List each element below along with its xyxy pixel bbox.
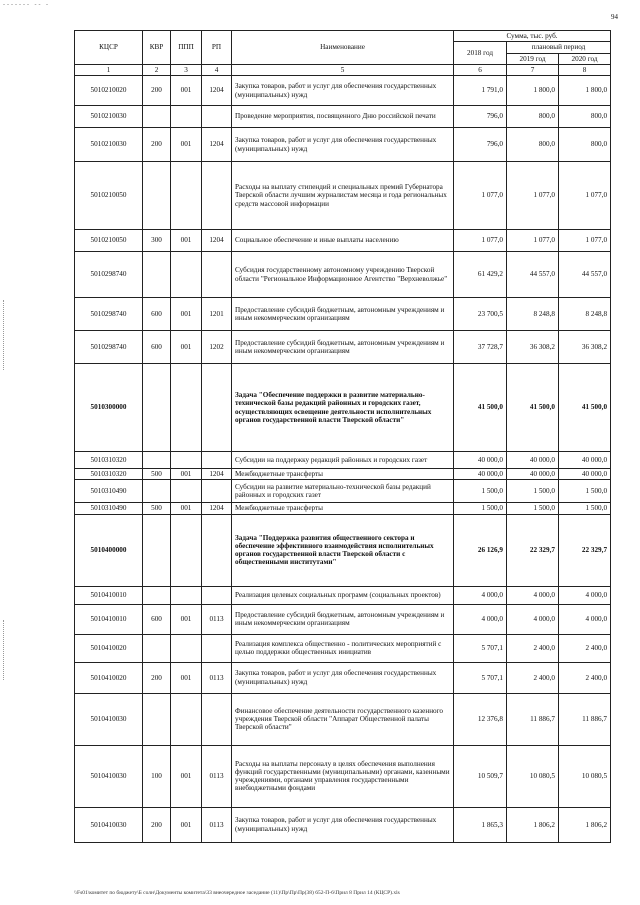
amount-2019-cell: 800,0 [507, 106, 559, 128]
table-row [75, 76, 611, 106]
kvr-cell [143, 480, 171, 503]
table-row [75, 252, 611, 298]
kvr-cell [143, 364, 171, 452]
amount-2018-cell: 1 791,0 [454, 76, 507, 106]
amount-2019-cell: 1 800,0 [507, 76, 559, 106]
amount-2019-cell: 36 308,2 [507, 331, 559, 364]
name-cell: Закупка товаров, работ и услуг для обеспечения государственных (муниципальных) нужд [232, 128, 454, 162]
rp-cell [202, 634, 232, 662]
name-cell: Закупка товаров, работ и услуг для обеспечения государственных (муниципальных) нужд [232, 76, 454, 106]
kvr-cell: 200 [143, 128, 171, 162]
header-ppp: ППП [171, 31, 202, 65]
amount-2019-cell: 4 000,0 [507, 604, 559, 634]
kcsr-cell: 5010410020 [75, 662, 143, 693]
ppp-cell [171, 480, 202, 503]
table-row [75, 503, 611, 514]
rp-cell [202, 586, 232, 604]
table-row [75, 106, 611, 128]
amount-2018-cell: 1 500,0 [454, 503, 507, 514]
rp-cell: 1204 [202, 76, 232, 106]
ppp-cell: 001 [171, 469, 202, 480]
rp-cell: 0113 [202, 807, 232, 842]
name-cell: Финансовое обеспечение деятельности государственного казенного учреждения Тверской области "Аппарат Общественной палаты Тверской области" [232, 693, 454, 745]
table-row [75, 480, 611, 503]
column-number: 4 [202, 64, 232, 75]
kvr-cell [143, 106, 171, 128]
kvr-cell [143, 452, 171, 469]
name-cell: Субсидии на развитие материально-технической базы редакций районных и городских газет [232, 480, 454, 503]
kvr-cell: 500 [143, 503, 171, 514]
rp-cell [202, 480, 232, 503]
kcsr-cell: 5010210030 [75, 128, 143, 162]
kvr-cell: 600 [143, 298, 171, 331]
amount-2019-cell: 22 329,7 [507, 514, 559, 586]
ppp-cell [171, 586, 202, 604]
table-row [75, 745, 611, 807]
table-row [75, 807, 611, 842]
rp-cell [202, 452, 232, 469]
name-cell: Закупка товаров, работ и услуг для обеспечения государственных (муниципальных) нужд [232, 662, 454, 693]
header-name: Наименование [232, 31, 454, 65]
rp-cell [202, 162, 232, 230]
ppp-cell: 001 [171, 604, 202, 634]
amount-2020-cell: 1 500,0 [559, 480, 611, 503]
amount-2019-cell: 1 077,0 [507, 230, 559, 252]
table-row [75, 452, 611, 469]
kcsr-cell: 5010210050 [75, 230, 143, 252]
name-cell: Закупка товаров, работ и услуг для обеспечения государственных (муниципальных) нужд [232, 807, 454, 842]
ppp-cell [171, 106, 202, 128]
header-kvr: КВР [143, 31, 171, 65]
table-row [75, 298, 611, 331]
kcsr-cell: 5010300000 [75, 364, 143, 452]
amount-2020-cell: 4 000,0 [559, 604, 611, 634]
kcsr-cell: 5010298740 [75, 298, 143, 331]
amount-2019-cell: 800,0 [507, 128, 559, 162]
kvr-cell [143, 634, 171, 662]
kcsr-cell: 5010410010 [75, 586, 143, 604]
ppp-cell [171, 452, 202, 469]
amount-2020-cell: 1 077,0 [559, 162, 611, 230]
table-row [75, 586, 611, 604]
header-year-2020: 2020 год [559, 53, 611, 64]
name-cell: Задача "Поддержка развития общественного сектора и обеспечение эффективного взаимодействия исполнительных органов государственной власти Тверской области с общественными институтами" [232, 514, 454, 586]
kvr-cell: 600 [143, 331, 171, 364]
name-cell: Предоставление субсидий бюджетным, автономным учреждениям и иным некоммерческим организациям [232, 604, 454, 634]
amount-2019-cell: 1 077,0 [507, 162, 559, 230]
amount-2020-cell: 1 800,0 [559, 76, 611, 106]
kcsr-cell: 5010410030 [75, 693, 143, 745]
column-number: 3 [171, 64, 202, 75]
kcsr-cell: 5010210050 [75, 162, 143, 230]
rp-cell: 1204 [202, 503, 232, 514]
amount-2020-cell: 800,0 [559, 106, 611, 128]
amount-2018-cell: 23 700,5 [454, 298, 507, 331]
column-number: 1 [75, 64, 143, 75]
amount-2018-cell: 40 000,0 [454, 469, 507, 480]
amount-2020-cell: 36 308,2 [559, 331, 611, 364]
amount-2018-cell: 1 077,0 [454, 230, 507, 252]
amount-2018-cell: 1 077,0 [454, 162, 507, 230]
name-cell: Реализация целевых социальных программ (социальных проектов) [232, 586, 454, 604]
rp-cell: 1204 [202, 230, 232, 252]
kcsr-cell: 5010310490 [75, 503, 143, 514]
amount-2020-cell: 40 000,0 [559, 469, 611, 480]
header-year-2019: 2019 год [507, 53, 559, 64]
name-cell: Межбюджетные трансферты [232, 503, 454, 514]
kvr-cell: 600 [143, 604, 171, 634]
scan-mark: ------- -- - [3, 2, 50, 8]
amount-2020-cell: 4 000,0 [559, 586, 611, 604]
ppp-cell [171, 252, 202, 298]
header-sum: Сумма, тыс. руб. [454, 31, 611, 42]
kvr-cell [143, 693, 171, 745]
rp-cell [202, 514, 232, 586]
amount-2019-cell: 8 248,8 [507, 298, 559, 331]
kcsr-cell: 5010298740 [75, 331, 143, 364]
kcsr-cell: 5010310490 [75, 480, 143, 503]
header-kcsr: КЦСР [75, 31, 143, 65]
header-planned-period: плановый период [507, 42, 611, 53]
column-number: 2 [143, 64, 171, 75]
kcsr-cell: 5010210020 [75, 76, 143, 106]
name-cell: Задача "Обеспечение поддержки в развитие материально-технической базы редакций районных и городских газет, осуществляющих освещение деятельности исполнительных органов государственной власти Тверской области" [232, 364, 454, 452]
table-row [75, 634, 611, 662]
header-rp: РП [202, 31, 232, 65]
name-cell: Социальное обеспечение и иные выплаты населению [232, 230, 454, 252]
name-cell: Предоставление субсидий бюджетным, автономным учреждениям и иным некоммерческим организациям [232, 331, 454, 364]
rp-cell: 0113 [202, 604, 232, 634]
rp-cell: 0113 [202, 662, 232, 693]
table-row [75, 514, 611, 586]
amount-2019-cell: 10 080,5 [507, 745, 559, 807]
kvr-cell [143, 586, 171, 604]
scan-margin-mark [3, 300, 5, 370]
amount-2018-cell: 41 500,0 [454, 364, 507, 452]
rp-cell: 1202 [202, 331, 232, 364]
amount-2019-cell: 1 806,2 [507, 807, 559, 842]
page-number: 94 [611, 13, 618, 21]
ppp-cell: 001 [171, 662, 202, 693]
ppp-cell: 001 [171, 76, 202, 106]
column-number: 7 [507, 64, 559, 75]
ppp-cell [171, 693, 202, 745]
kcsr-cell: 5010410020 [75, 634, 143, 662]
amount-2018-cell: 37 728,7 [454, 331, 507, 364]
kvr-cell [143, 162, 171, 230]
amount-2020-cell: 800,0 [559, 128, 611, 162]
amount-2020-cell: 2 400,0 [559, 662, 611, 693]
amount-2020-cell: 11 886,7 [559, 693, 611, 745]
amount-2018-cell: 5 707,1 [454, 662, 507, 693]
amount-2020-cell: 22 329,7 [559, 514, 611, 586]
amount-2018-cell: 796,0 [454, 106, 507, 128]
amount-2019-cell: 4 000,0 [507, 586, 559, 604]
amount-2018-cell: 12 376,8 [454, 693, 507, 745]
kvr-cell: 500 [143, 469, 171, 480]
ppp-cell: 001 [171, 807, 202, 842]
table-row [75, 604, 611, 634]
rp-cell: 1204 [202, 469, 232, 480]
amount-2020-cell: 1 077,0 [559, 230, 611, 252]
amount-2018-cell: 1 865,3 [454, 807, 507, 842]
ppp-cell [171, 162, 202, 230]
kcsr-cell: 5010210030 [75, 106, 143, 128]
amount-2019-cell: 2 400,0 [507, 662, 559, 693]
kvr-cell: 100 [143, 745, 171, 807]
amount-2018-cell: 61 429,2 [454, 252, 507, 298]
kcsr-cell: 5010310320 [75, 452, 143, 469]
amount-2019-cell: 11 886,7 [507, 693, 559, 745]
amount-2018-cell: 796,0 [454, 128, 507, 162]
ppp-cell [171, 364, 202, 452]
table-row [75, 230, 611, 252]
kcsr-cell: 5010298740 [75, 252, 143, 298]
kcsr-cell: 5010410030 [75, 807, 143, 842]
kvr-cell: 300 [143, 230, 171, 252]
file-path-footer: \\Fs01\комитет по бюджету\Б солн\Документы комитета\33 внеочередное заседание (11)\Пр\Пр\Пр(38) 652-П-6\Прил 8 Прил 14 (КЦСР).xls [74, 890, 400, 896]
rp-cell [202, 252, 232, 298]
amount-2020-cell: 10 080,5 [559, 745, 611, 807]
name-cell: Реализация комплекса общественно - политических мероприятий с целью поддержки общественных инициатив [232, 634, 454, 662]
ppp-cell [171, 514, 202, 586]
amount-2018-cell: 5 707,1 [454, 634, 507, 662]
kvr-cell [143, 514, 171, 586]
rp-cell: 1204 [202, 128, 232, 162]
amount-2019-cell: 41 500,0 [507, 364, 559, 452]
column-number: 6 [454, 64, 507, 75]
rp-cell [202, 693, 232, 745]
amount-2019-cell: 1 500,0 [507, 503, 559, 514]
ppp-cell: 001 [171, 298, 202, 331]
kcsr-cell: 5010410010 [75, 604, 143, 634]
amount-2020-cell: 1 806,2 [559, 807, 611, 842]
ppp-cell [171, 634, 202, 662]
amount-2019-cell: 44 557,0 [507, 252, 559, 298]
rp-cell [202, 364, 232, 452]
ppp-cell: 001 [171, 503, 202, 514]
kvr-cell: 200 [143, 807, 171, 842]
amount-2019-cell: 1 500,0 [507, 480, 559, 503]
amount-2020-cell: 41 500,0 [559, 364, 611, 452]
name-cell: Расходы на выплаты персоналу в целях обеспечения выполнения функций государственными (муниципальными) органами, казенными учреждениями, органами управления государственными внебюджетными фондами [232, 745, 454, 807]
amount-2020-cell: 8 248,8 [559, 298, 611, 331]
amount-2020-cell: 44 557,0 [559, 252, 611, 298]
table-row [75, 331, 611, 364]
column-number: 5 [232, 64, 454, 75]
ppp-cell: 001 [171, 745, 202, 807]
amount-2019-cell: 2 400,0 [507, 634, 559, 662]
amount-2018-cell: 4 000,0 [454, 586, 507, 604]
amount-2018-cell: 1 500,0 [454, 480, 507, 503]
rp-cell: 0113 [202, 745, 232, 807]
header-year-2018: 2018 год [454, 42, 507, 65]
name-cell: Межбюджетные трансферты [232, 469, 454, 480]
column-number: 8 [559, 64, 611, 75]
name-cell: Проведение мероприятия, посвященного Дню российской печати [232, 106, 454, 128]
table-row [75, 364, 611, 452]
budget-table [74, 30, 611, 843]
ppp-cell: 001 [171, 331, 202, 364]
table-row [75, 693, 611, 745]
kvr-cell: 200 [143, 76, 171, 106]
rp-cell: 1201 [202, 298, 232, 331]
table-row [75, 662, 611, 693]
name-cell: Субсидия государственному автономному учреждению Тверской области "Региональное Информационное Агентство "Верхневолжье" [232, 252, 454, 298]
ppp-cell: 001 [171, 128, 202, 162]
table-row [75, 162, 611, 230]
ppp-cell: 001 [171, 230, 202, 252]
amount-2020-cell: 1 500,0 [559, 503, 611, 514]
amount-2018-cell: 4 000,0 [454, 604, 507, 634]
kcsr-cell: 5010410030 [75, 745, 143, 807]
kvr-cell: 200 [143, 662, 171, 693]
amount-2020-cell: 40 000,0 [559, 452, 611, 469]
name-cell: Субсидии на поддержку редакций районных и городских газет [232, 452, 454, 469]
rp-cell [202, 106, 232, 128]
name-cell: Расходы на выплату стипендий и специальных премий Губернатора Тверской области лучшим журналистам месяца и года региональных средств массовой информации [232, 162, 454, 230]
kvr-cell [143, 252, 171, 298]
amount-2018-cell: 26 126,9 [454, 514, 507, 586]
amount-2020-cell: 2 400,0 [559, 634, 611, 662]
scan-margin-mark [3, 620, 5, 680]
name-cell: Предоставление субсидий бюджетным, автономным учреждениям и иным некоммерческим организациям [232, 298, 454, 331]
table-row [75, 128, 611, 162]
amount-2019-cell: 40 000,0 [507, 469, 559, 480]
amount-2019-cell: 40 000,0 [507, 452, 559, 469]
table-row [75, 469, 611, 480]
amount-2018-cell: 40 000,0 [454, 452, 507, 469]
kcsr-cell: 5010310320 [75, 469, 143, 480]
amount-2018-cell: 10 509,7 [454, 745, 507, 807]
kcsr-cell: 5010400000 [75, 514, 143, 586]
